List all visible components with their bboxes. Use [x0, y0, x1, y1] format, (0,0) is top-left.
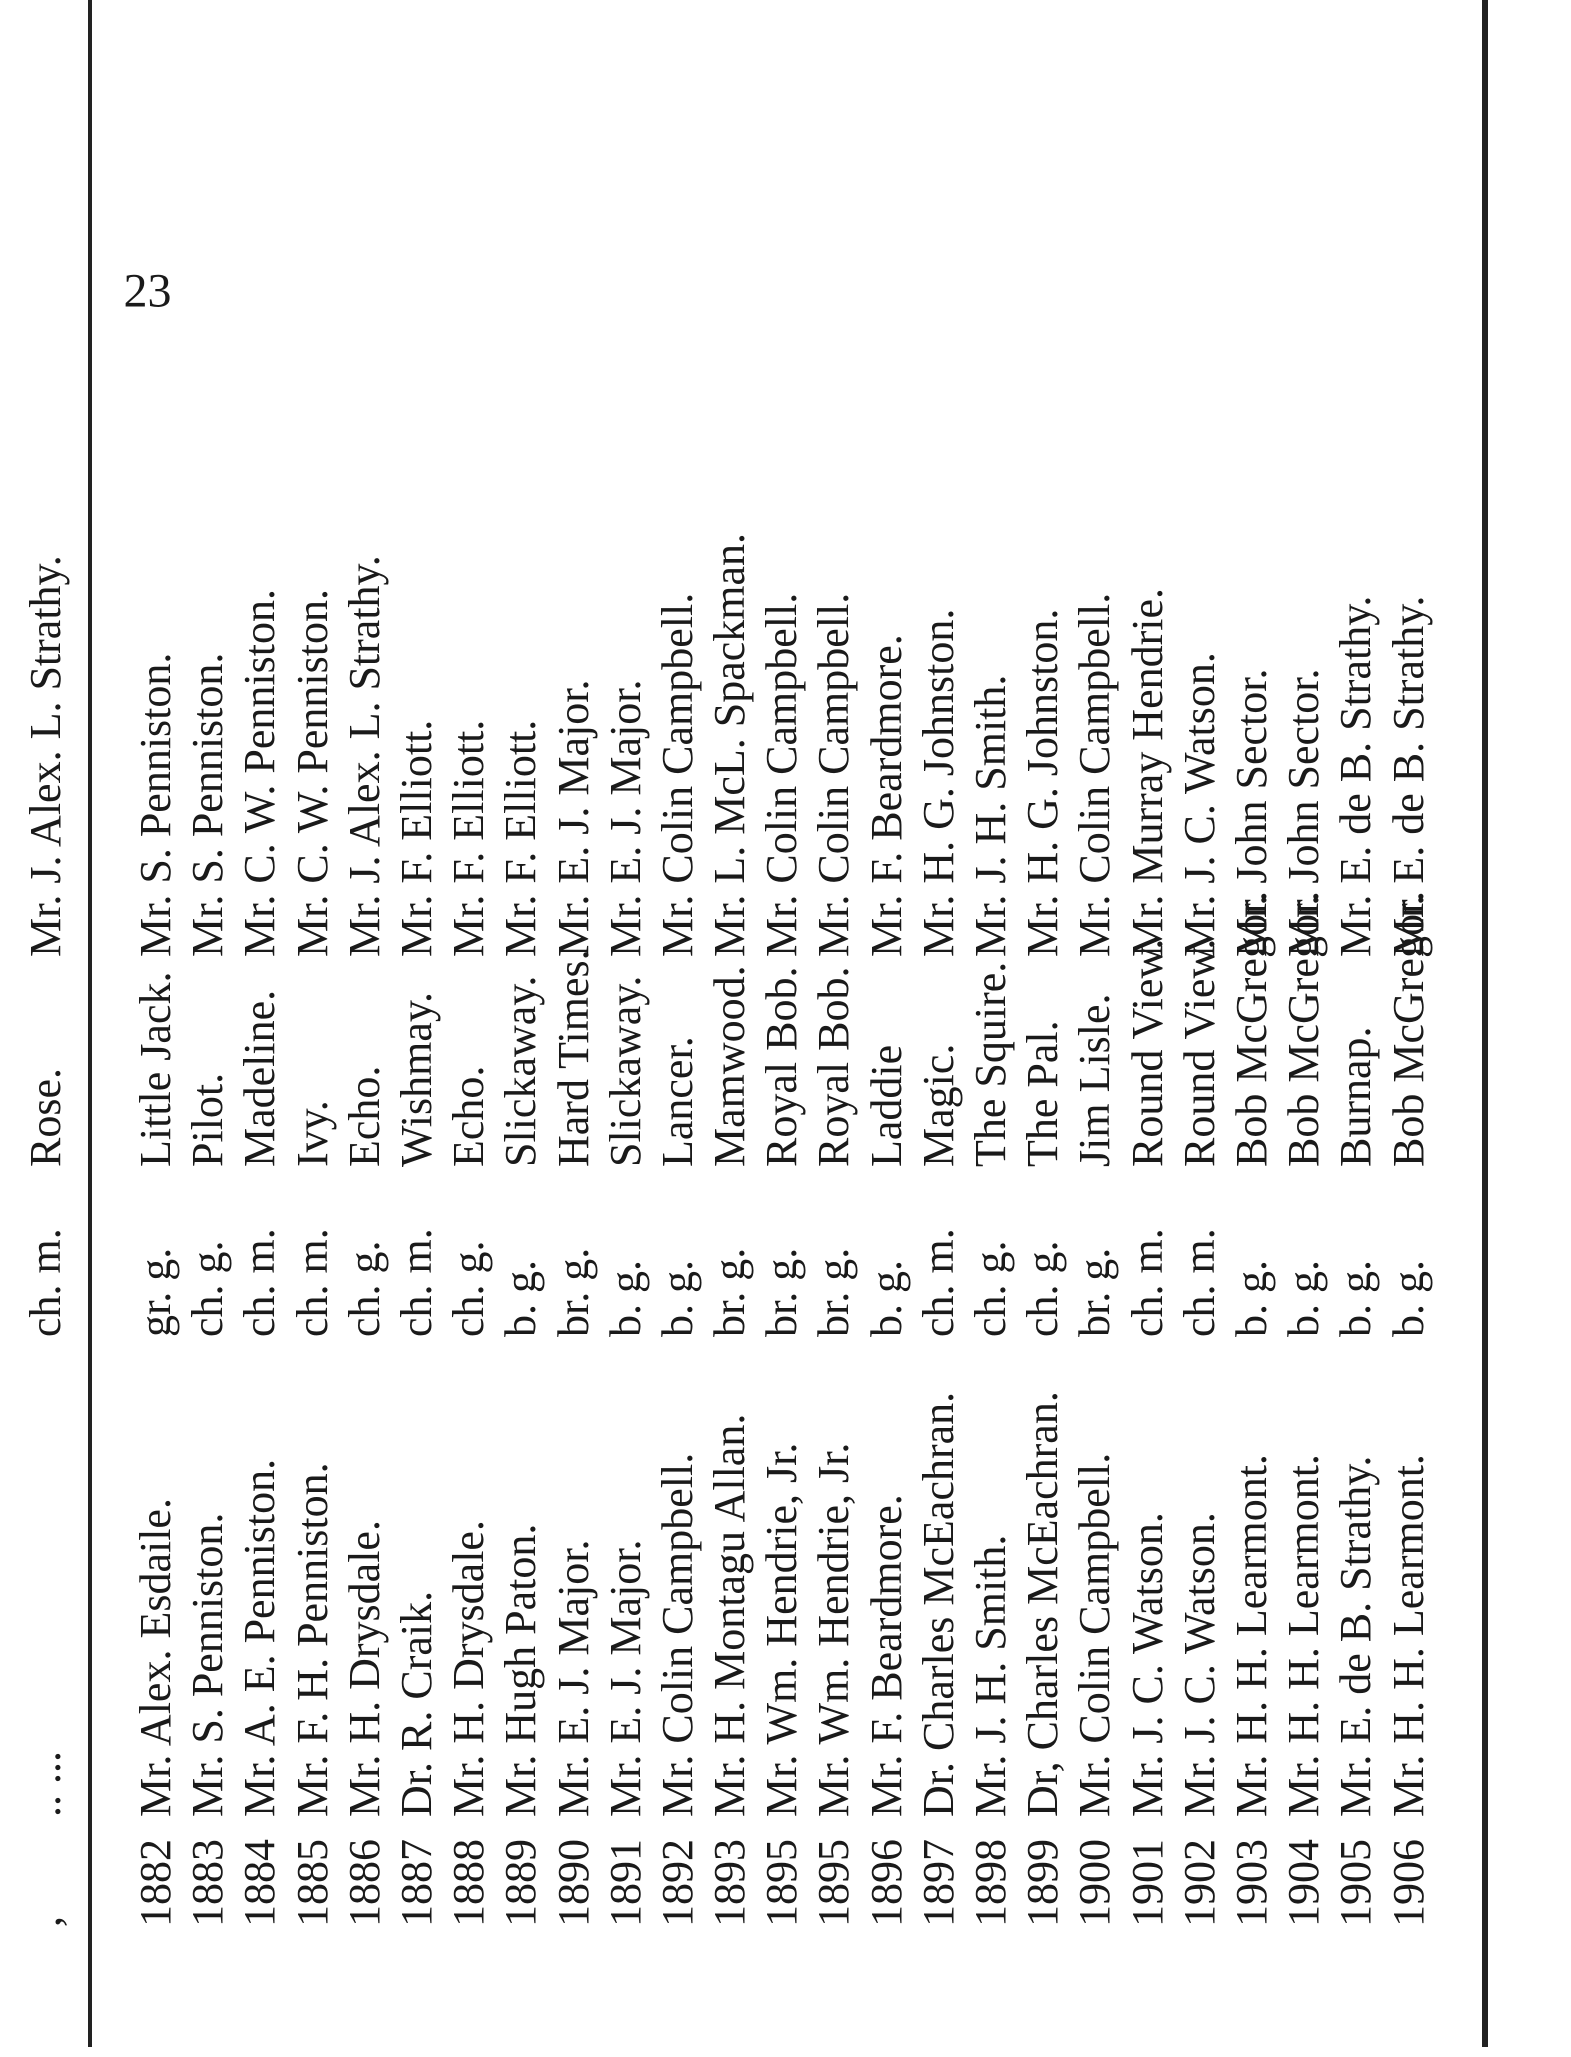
row-owner: Mr. J. Alex. L. Strathy. — [339, 555, 389, 957]
row-horse-name: Echo. — [444, 1065, 494, 1167]
row-horse-description: ch. m. — [235, 1228, 285, 1337]
row-year: 1897 — [913, 1839, 963, 1927]
row-owner: Mr. H. G. Johnston. — [1018, 608, 1068, 957]
row-owner: Mr. S. Penniston. — [131, 652, 180, 957]
row-horse-description: b. g. — [1331, 1260, 1381, 1337]
row-year: 1903 — [1226, 1839, 1276, 1927]
row-year: 1902 — [1174, 1839, 1224, 1927]
row-owner: Mr. John Sector. — [1226, 668, 1276, 957]
table-row — [704, 0, 756, 2057]
row-year: 1893 — [705, 1839, 755, 1927]
table-row — [965, 0, 1017, 2057]
row-owner: Mr. F. Elliott. — [391, 719, 441, 957]
row-breeder: Dr, Charles McEachran. — [1018, 1391, 1068, 1817]
row-breeder: Mr. H. Drysdale. — [444, 1520, 494, 1817]
row-horse-description: ch. g. — [444, 1240, 494, 1337]
row-breeder: Mr. J. C. Watson. — [1122, 1512, 1172, 1817]
row-owner: Mr. S. Penniston. — [183, 652, 233, 957]
row-owner: Mr. C. W. Penniston. — [235, 589, 285, 957]
table-row — [1122, 0, 1174, 2057]
carryover-horse: ch. m. — [21, 1228, 70, 1337]
row-owner: Mr. E. J. Major. — [548, 679, 598, 957]
row-owner: Mr. Colin Campbell. — [652, 592, 702, 957]
row-year: 1901 — [1122, 1839, 1172, 1927]
row-horse-description: br. g. — [548, 1247, 598, 1337]
row-breeder: Mr. E. de B. Strathy. — [1331, 1455, 1381, 1817]
row-year: 1883 — [183, 1839, 233, 1927]
row-owner: Mr. J. C. Watson. — [1174, 652, 1224, 957]
row-breeder: Mr. F. H. Penniston. — [287, 1462, 337, 1817]
table-row — [808, 0, 860, 2057]
table-row — [339, 0, 391, 2057]
row-owner: Mr. C. W. Penniston. — [287, 589, 337, 957]
row-horse-description: ch. m. — [391, 1228, 441, 1337]
table-row — [1069, 0, 1121, 2057]
table-row — [548, 0, 600, 2057]
table-row — [1278, 0, 1330, 2057]
table-row — [913, 0, 965, 2057]
row-year: 1899 — [1018, 1839, 1068, 1927]
row-year: 1905 — [1331, 1839, 1381, 1927]
row-horse-description: ch. m. — [913, 1228, 963, 1337]
row-horse-description: b. g. — [861, 1260, 911, 1337]
carryover-owner: Mr. J. Alex. L. Strathy. — [21, 555, 70, 957]
table-row — [287, 0, 339, 2057]
row-horse-description: b. g. — [600, 1260, 650, 1337]
row-year: 1895 — [809, 1839, 859, 1927]
row-horse-name: The Squire. — [966, 961, 1015, 1167]
row-owner: Mr. John Sector. — [1279, 668, 1329, 957]
row-horse-description: ch. g. — [183, 1240, 233, 1337]
row-horse-description: ch. m. — [1174, 1228, 1224, 1337]
row-owner: Mr. H. G. Johnston. — [913, 608, 963, 957]
row-year: 1895 — [757, 1839, 807, 1927]
row-horse-name: Madeline. — [235, 989, 285, 1167]
row-breeder: Mr. Wm. Hendrie, Jr. — [757, 1442, 807, 1817]
row-breeder: Mr. H. Montagu Allan. — [705, 1413, 755, 1817]
row-horse-description: br. g. — [809, 1247, 859, 1337]
row-horse-description: b. g. — [496, 1260, 546, 1337]
row-horse-name: Round View. — [1122, 938, 1172, 1167]
winners-table — [130, 0, 1460, 2057]
page-number: 23 — [123, 264, 172, 318]
row-year: 1885 — [287, 1839, 337, 1927]
table-row — [234, 0, 286, 2057]
row-breeder: Mr. E. J. Major. — [600, 1539, 650, 1817]
row-horse-name: Bob McGregor. — [1226, 890, 1276, 1167]
row-owner: Mr. J. H. Smith. — [966, 674, 1015, 957]
row-owner: Mr. Colin Campbell. — [809, 592, 859, 957]
row-horse-name: Ivy. — [287, 1100, 337, 1167]
row-owner: Mr. Colin Campbell. — [757, 592, 807, 957]
row-year: 1888 — [444, 1839, 494, 1927]
row-horse-name: Round View. — [1174, 938, 1224, 1167]
row-horse-name: Little Jack. — [131, 971, 180, 1167]
row-year: 1891 — [600, 1839, 650, 1927]
row-year: 1890 — [548, 1839, 598, 1927]
row-breeder: Mr. A. E. Penniston. — [235, 1458, 285, 1817]
row-year: 1889 — [496, 1839, 546, 1927]
table-row — [443, 0, 495, 2057]
row-horse-name: Lancer. — [652, 1036, 702, 1167]
row-owner: Mr. F. Elliott. — [496, 719, 546, 957]
row-horse-description: b. g. — [1279, 1260, 1329, 1337]
table-row — [1226, 0, 1278, 2057]
row-owner: Mr. L. McL. Spackman. — [705, 532, 755, 957]
table-row — [1383, 0, 1435, 2057]
table-row — [1017, 0, 1069, 2057]
row-owner: Mr. F. Elliott. — [444, 719, 494, 957]
row-horse-name: Laddie — [861, 1044, 911, 1167]
row-horse-name: Bob McGregor. — [1279, 890, 1329, 1167]
row-breeder: Mr. H. Drysdale. — [339, 1520, 389, 1817]
row-breeder: Mr. Colin Campbell. — [1070, 1452, 1120, 1817]
row-horse-description: gr. g. — [131, 1247, 180, 1337]
row-breeder: Mr. F. Beardmore. — [861, 1494, 911, 1817]
table-row — [130, 0, 182, 2057]
carryover-row — [20, 0, 80, 2057]
row-horse-name: Slickaway. — [496, 975, 546, 1167]
row-breeder: Mr. Hugh Paton. — [496, 1523, 546, 1817]
row-horse-description: ch. m. — [287, 1228, 337, 1337]
row-year: 1904 — [1279, 1839, 1329, 1927]
row-year: 1892 — [652, 1839, 702, 1927]
row-horse-name: Jim Lisle. — [1070, 993, 1120, 1167]
row-horse-description: br. g. — [705, 1247, 755, 1337]
row-horse-name: Royal Bob. — [809, 966, 859, 1167]
row-owner: Mr. Colin Campbell. — [1070, 592, 1120, 957]
row-breeder: Mr. Colin Campbell. — [652, 1452, 702, 1817]
row-breeder: Mr. H. H. Learmont. — [1226, 1454, 1276, 1817]
row-horse-description: b. g. — [1383, 1260, 1433, 1337]
row-owner: Mr. E. J. Major. — [600, 679, 650, 957]
row-horse-name: Bob McGregor. — [1383, 890, 1433, 1167]
table-row — [652, 0, 704, 2057]
row-horse-description: ch. g. — [966, 1240, 1015, 1337]
row-horse-name: Royal Bob. — [757, 966, 807, 1167]
top-rule — [88, 0, 92, 2047]
row-breeder: Mr. S. Penniston. — [183, 1512, 233, 1817]
table-row — [861, 0, 913, 2057]
row-year: 1898 — [966, 1839, 1015, 1927]
bottom-rule — [1482, 0, 1488, 2047]
row-horse-name: Mamwood. — [705, 965, 755, 1167]
row-horse-name: Wishmay. — [391, 991, 441, 1167]
carryover-year: , — [21, 1915, 70, 1927]
row-breeder: Dr. Charles McEachran. — [913, 1391, 963, 1817]
row-year: 1882 — [131, 1839, 180, 1927]
table-row — [1330, 0, 1382, 2057]
row-breeder: Mr. Wm. Hendrie, Jr. — [809, 1442, 859, 1817]
row-breeder: Mr. Alex. Esdaile. — [131, 1498, 180, 1817]
row-breeder: Mr. J. H. Smith. — [966, 1534, 1015, 1817]
row-horse-name: Burnap. — [1331, 1026, 1381, 1167]
row-year: 1887 — [391, 1839, 441, 1927]
row-owner: Mr. F. Beardmore. — [861, 634, 911, 957]
row-breeder: Mr. H. H. Learmont. — [1279, 1454, 1329, 1817]
row-breeder: Dr. R. Craik. — [391, 1590, 441, 1817]
row-horse-description: br. g. — [1070, 1247, 1120, 1337]
row-horse-description: ch. g. — [339, 1240, 389, 1337]
row-horse-description: ch. g. — [1018, 1240, 1068, 1337]
row-horse-description: b. g. — [1226, 1260, 1276, 1337]
row-horse-description: ch. m. — [1122, 1228, 1172, 1337]
table-row — [1174, 0, 1226, 2057]
table-row — [391, 0, 443, 2057]
row-breeder: Mr. E. J. Major. — [548, 1539, 598, 1817]
row-year: 1896 — [861, 1839, 911, 1927]
carryover-name: Rose. — [21, 1068, 70, 1167]
row-horse-name: Slickaway. — [600, 975, 650, 1167]
carryover-breeder: .. ... — [21, 1751, 70, 1817]
table-row — [756, 0, 808, 2057]
row-owner: Mr. Murray Hendrie. — [1122, 587, 1172, 957]
row-horse-name: Pilot. — [183, 1072, 233, 1167]
row-year: 1884 — [235, 1839, 285, 1927]
row-horse-name: Hard Times. — [548, 949, 598, 1167]
table-row — [182, 0, 234, 2057]
row-breeder: Mr. J. C. Watson. — [1174, 1512, 1224, 1817]
row-owner: Mr. E. de B. Strathy. — [1331, 595, 1381, 957]
row-horse-name: Magic. — [913, 1043, 963, 1167]
row-owner: Mr. E. de B. Strathy. — [1383, 595, 1433, 957]
row-horse-description: br. g. — [757, 1247, 807, 1337]
row-year: 1886 — [339, 1839, 389, 1927]
row-horse-name: The Pal. — [1018, 1020, 1068, 1167]
row-horse-name: Echo. — [339, 1065, 389, 1167]
row-year: 1900 — [1070, 1839, 1120, 1927]
row-breeder: Mr. H. H. Learmont. — [1383, 1454, 1433, 1817]
table-row — [495, 0, 547, 2057]
table-row — [600, 0, 652, 2057]
row-year: 1906 — [1383, 1839, 1433, 1927]
row-horse-description: b. g. — [652, 1260, 702, 1337]
